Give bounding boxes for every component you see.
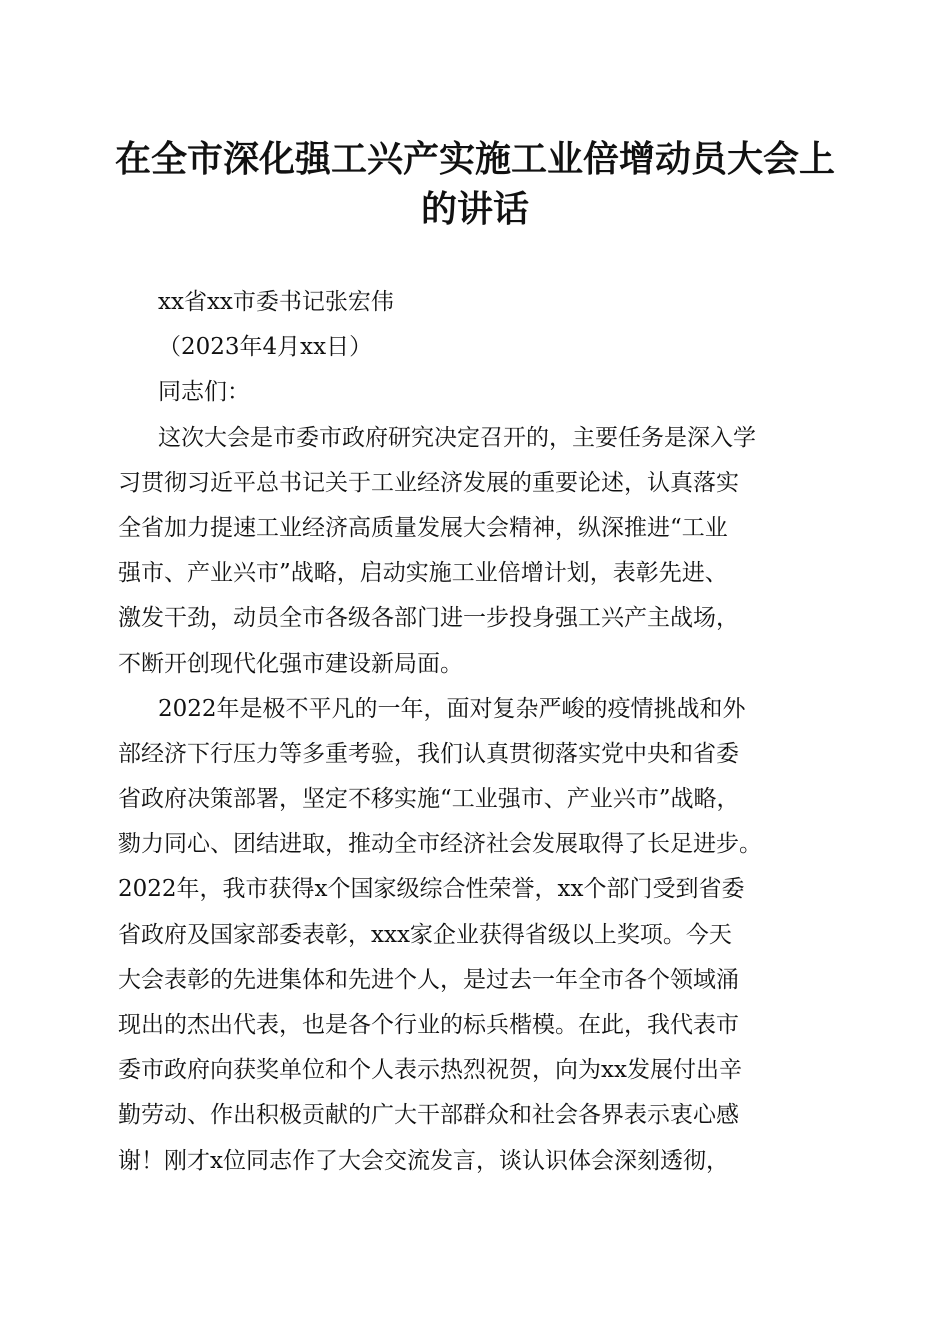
paragraph-2-line: 省政府决策部署，坚定不移实施“工业强市、产业兴市”战略， — [118, 786, 740, 813]
paragraph-2-line: 勠力同心、团结进取，推动全市经济社会发展取得了长足进步。 — [118, 831, 762, 858]
date-line: （2023年4月xx日） — [158, 334, 373, 361]
paragraph-2-line: 勤劳动、作出积极贡献的广大干部群众和社会各界表示衷心感 — [118, 1102, 739, 1129]
paragraph-1-line: 强市、产业兴市”战略，启动实施工业倍增计划，表彰先进、 — [118, 560, 728, 587]
title-line-2: 的讲话 — [420, 188, 529, 230]
paragraph-1-line: 全省加力提速工业经济高质量发展大会精神，纵深推进“工业 — [118, 514, 728, 541]
paragraph-2-line: 大会表彰的先进集体和先进个人，是过去一年全市各个领域涌 — [118, 966, 739, 993]
paragraph-2-line: 谢！刚才x位同志作了大会交流发言，谈认识体会深刻透彻， — [118, 1147, 729, 1174]
paragraph-1-line: 习贯彻习近平总书记关于工业经济发展的重要论述，认真落实 — [118, 469, 739, 496]
paragraph-2-line: 现出的杰出代表，也是各个行业的标兵楷模。在此，我代表市 — [118, 1012, 739, 1038]
paragraph-2-line: 2022年，我市获得x个国家级综合性荣誉，xx个部门受到省委 — [118, 876, 745, 903]
paragraph-1-line: 这次大会是市委市政府研究决定召开的，主要任务是深入学 — [158, 424, 756, 451]
paragraph-2-line: 省政府及国家部委表彰，xxx家企业获得省级以上奖项。今天 — [118, 921, 732, 948]
paragraph-2-line: 部经济下行压力等多重考验，我们认真贯彻落实党中央和省委 — [118, 740, 739, 767]
paragraph-2-line: 委市政府向获奖单位和个人表示热烈祝贺，向为xx发展付出辛 — [118, 1057, 742, 1084]
paragraph-1-line: 激发干劲，动员全市各级各部门进一步投身强工兴产主战场， — [118, 605, 739, 632]
salutation-line: 同志们： — [158, 379, 250, 406]
paragraph-1 — [118, 416, 838, 687]
document-body — [118, 280, 838, 1184]
title-line-1: 在全市深化强工兴产实施工业倍增动员大会上 — [114, 138, 835, 180]
author-line: xx省xx市委书记张宏伟 — [158, 289, 394, 315]
document-title — [100, 134, 850, 234]
paragraph-1-line: 不断开创现代化强市建设新局面。 — [118, 650, 463, 677]
paragraph-2 — [118, 687, 838, 1184]
paragraph-2-line: 2022年是极不平凡的一年，面对复杂严峻的疫情挑战和外 — [158, 695, 746, 722]
